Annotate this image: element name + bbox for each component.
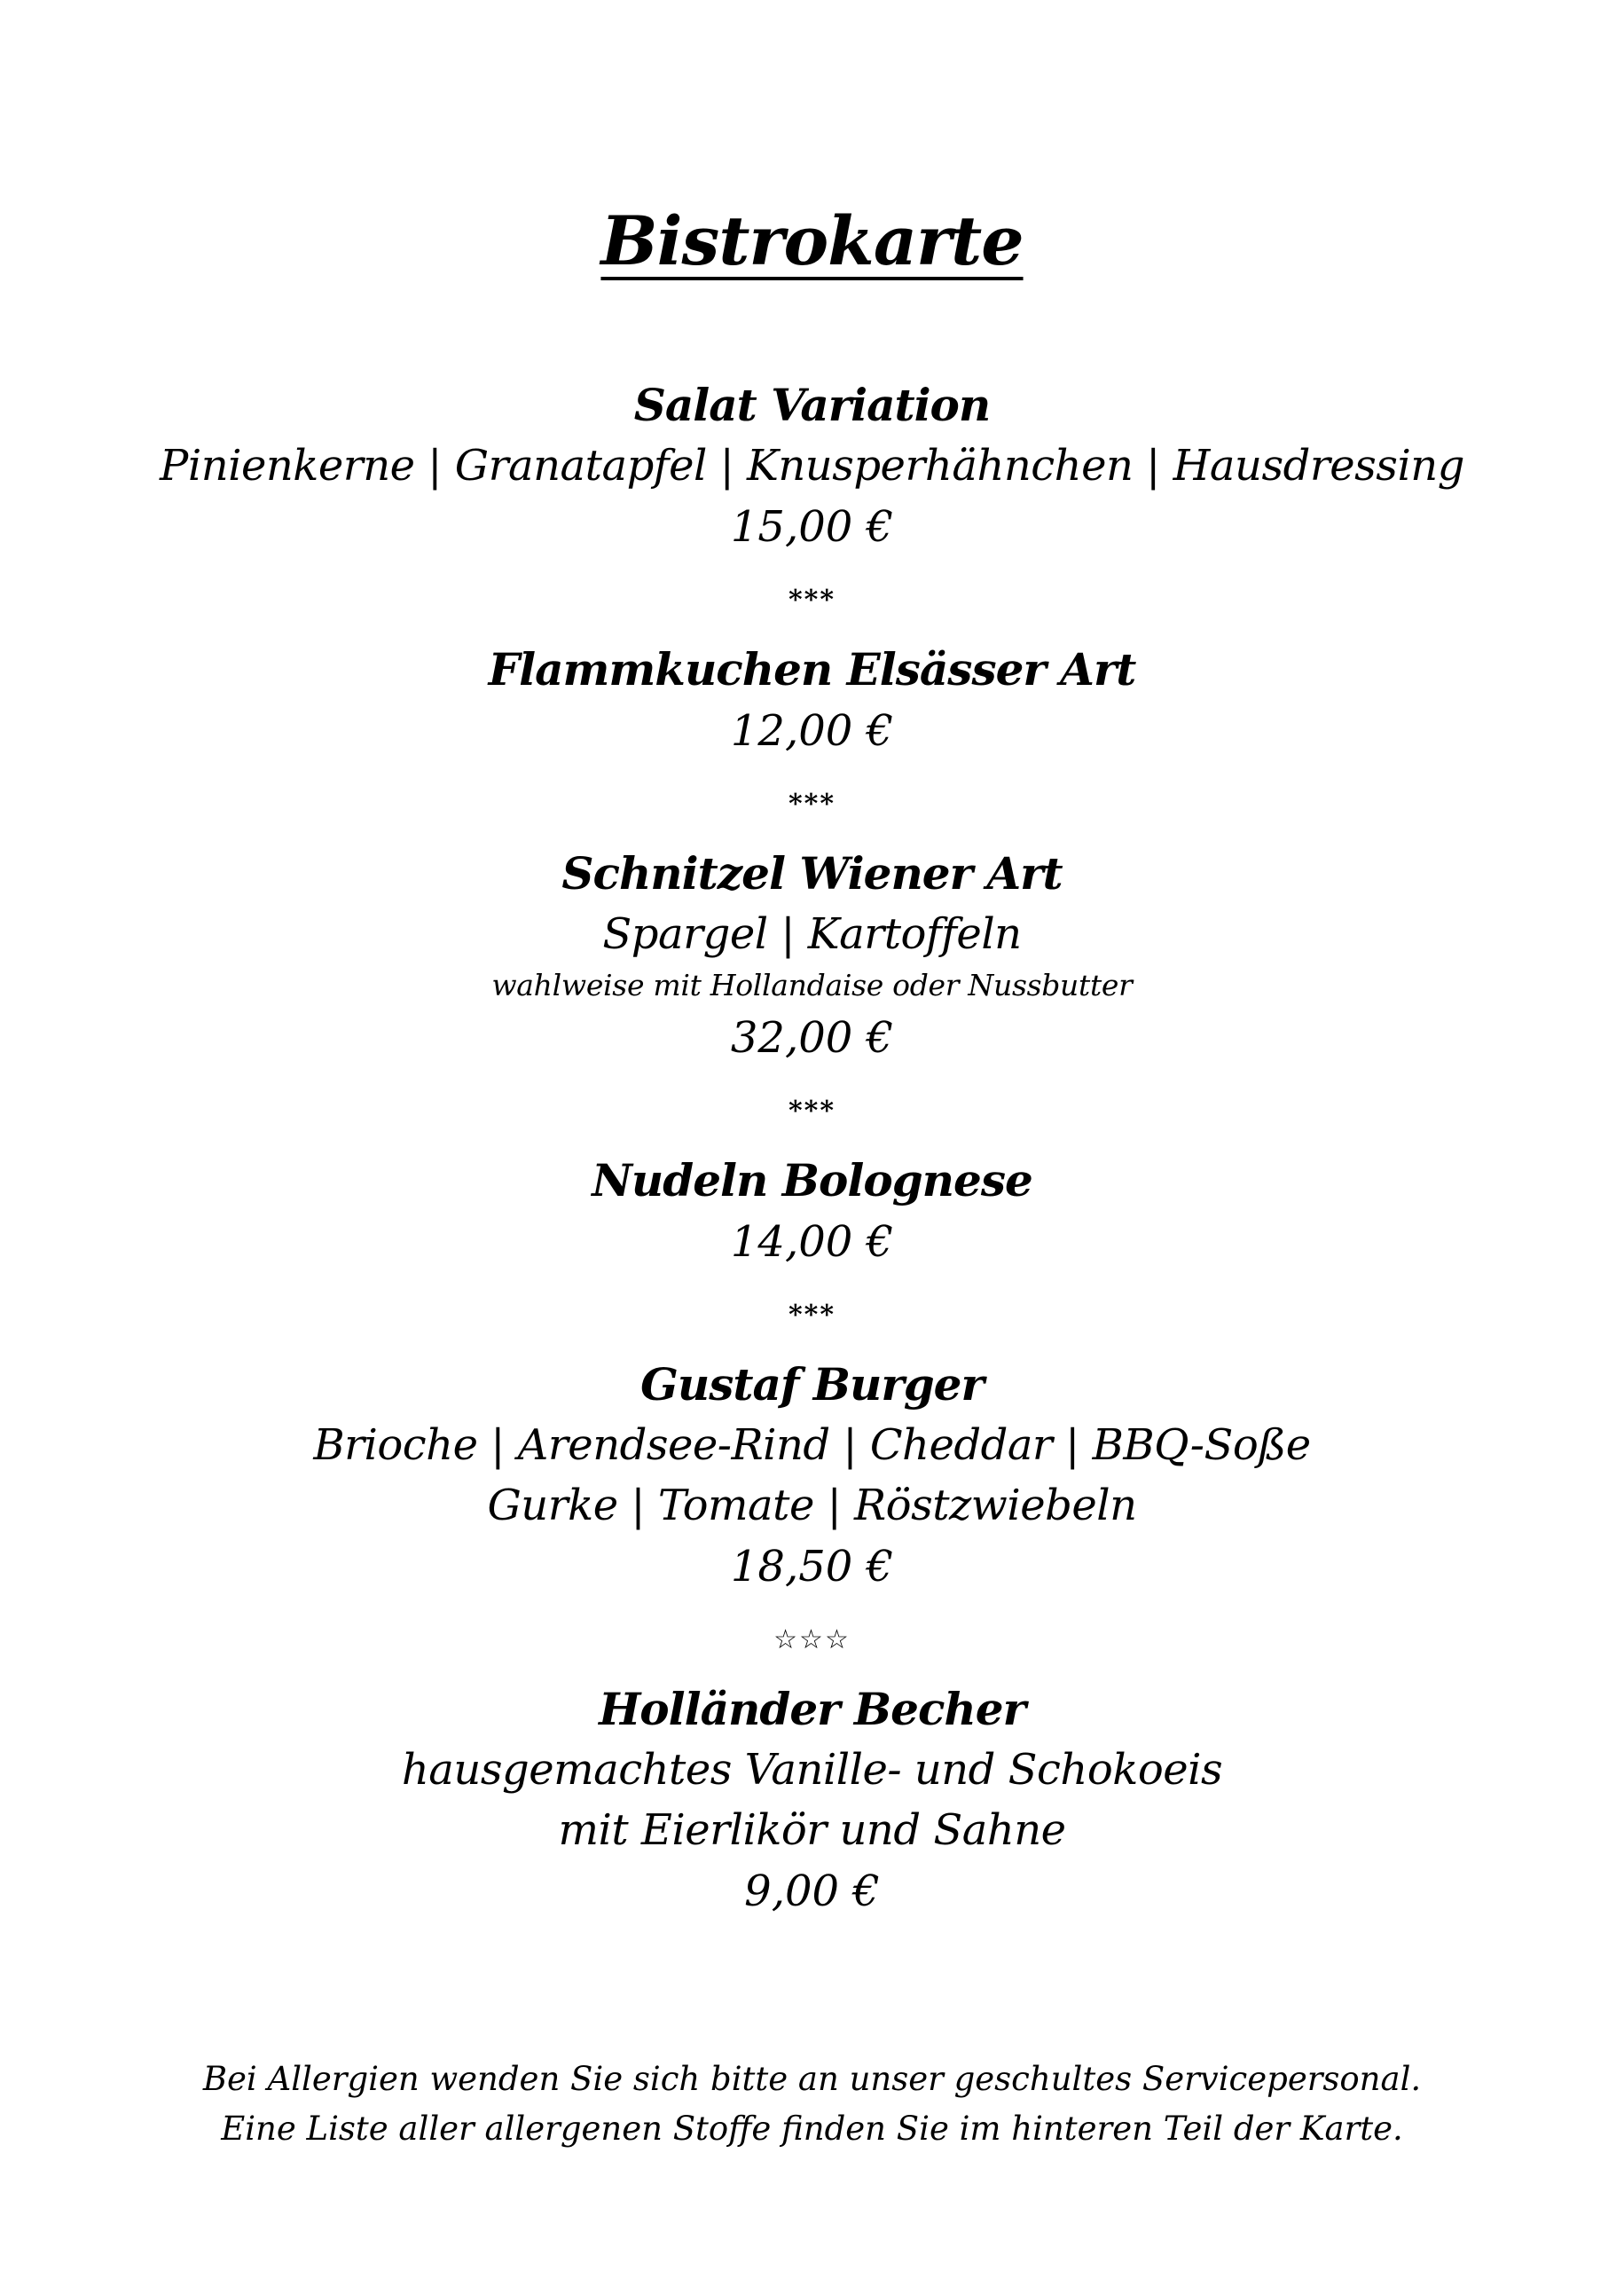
menu-item-price: 12,00 € [730,706,894,756]
section-separator: *** [788,789,836,820]
section-separator: *** [788,1300,836,1331]
section-separator: ☆☆☆ [773,1624,851,1655]
menu-item-description: Gurke | Tomate | Röstzwiebeln [487,1481,1137,1530]
menu-item-price: 9,00 € [744,1866,880,1916]
menu-item-hollaender-becher [0,1679,1624,1922]
menu-item-price: 32,00 € [730,1013,894,1063]
menu-item-name: Nudeln Bolognese [592,1154,1032,1206]
menu-item-description: hausgemachtes Vanille- und Schokoeis [401,1745,1223,1795]
menu-list [0,375,1624,1922]
menu-item-note: wahlweise mit Hollandaise oder Nussbutter [491,968,1133,1002]
menu-item-price: 15,00 € [730,502,894,552]
menu-item-description: Spargel | Kartoffeln [602,909,1022,959]
menu-item-description: Pinienkerne | Granatapfel | Knusperhähnchen | Hausdressing [160,441,1464,491]
menu-item-name: Salat Variation [633,379,991,431]
menu-item-description: Brioche | Arendsee-Rind | Cheddar | BBQ-Soße [313,1420,1311,1470]
menu-item-name: Flammkuchen Elsässer Art [488,643,1136,695]
menu-item-gustaf-burger [0,1355,1624,1598]
menu-item-description: mit Eierlikör und Sahne [558,1805,1066,1855]
menu-item-schnitzel [0,844,1624,1069]
menu-item-name: Schnitzel Wiener Art [561,847,1063,900]
menu-item-name: Holländer Becher [599,1683,1025,1735]
allergy-notice [0,2055,1624,2154]
section-separator: *** [788,585,836,616]
allergy-notice-line: Bei Allergien wenden Sie sich bitte an unser geschultes Servicepersonal. [202,2060,1422,2098]
menu-item-nudeln-bolognese [0,1151,1624,1273]
menu-item-name: Gustaf Burger [640,1358,984,1411]
menu-item-flammkuchen [0,640,1624,762]
menu-item-salat-variation [0,375,1624,558]
section-separator: *** [788,1096,836,1127]
menu-item-price: 18,50 € [730,1542,894,1591]
menu-item-price: 14,00 € [730,1217,894,1267]
menu-title: Bistrokarte [600,201,1024,280]
allergy-notice-line: Eine Liste aller allergenen Stoffe finden Sie im hinteren Teil der Karte. [221,2110,1403,2148]
